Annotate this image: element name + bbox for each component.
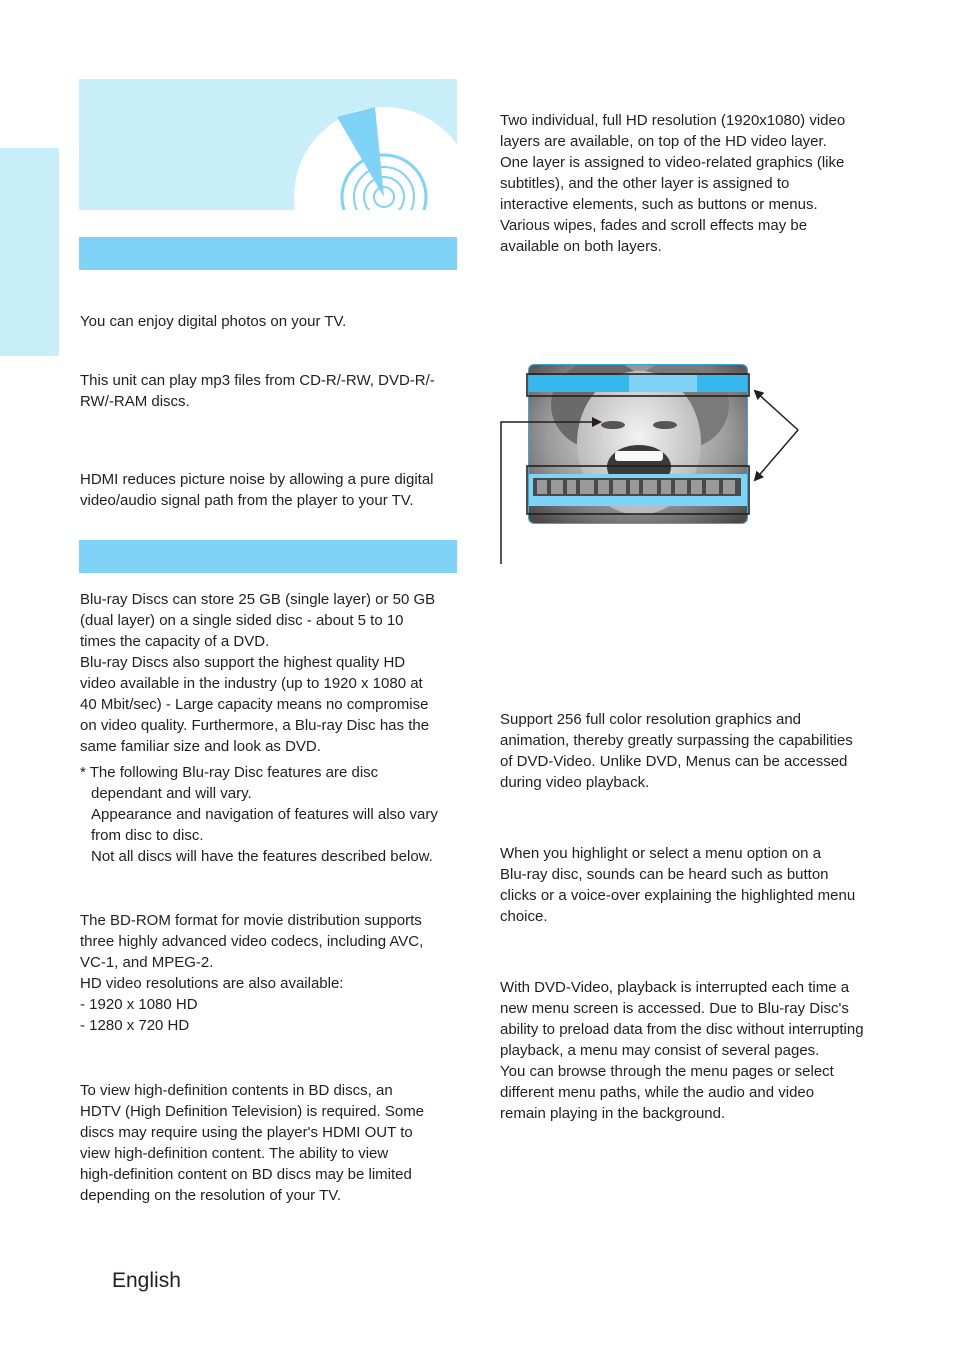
- note-line: dependant and will vary.: [91, 785, 252, 802]
- section-header-bar-bd-features: [79, 540, 457, 573]
- multi-page-menus-paragraph: With DVD-Video, playback is interrupted each time a new menu screen is accessed. Due to Blu-ray Disc's ability to preload data from the disc without interrupting playback, a menu may consist of several pages. You can browse through the menu pages or select different menu paths, while the audio and video remain playing in the background.: [500, 979, 864, 1122]
- layer-callout-lines: [500, 360, 810, 570]
- hdtv-paragraph: To view high-definition contents in BD discs, an HDTV (High Definition Television) is required. Some discs may require using the player's HDMI OUT to view high-definition content. The ability to view high-definition content on BD discs may be limited depending on the resolution of your TV.: [80, 1082, 425, 1204]
- note-line: from disc to disc.: [91, 827, 204, 844]
- note-line: * The following Blu-ray Disc features are disc: [80, 764, 379, 781]
- video-codecs-paragraph: The BD-ROM format for movie distribution supports three highly advanced video codecs, including AVC, VC-1, and MPEG-2. HD video resolutions are also available: - 1920 x 1080 HD - 1280 x 720 HD: [80, 912, 424, 1034]
- note-line: Not all discs will have the features described below.: [91, 848, 433, 865]
- chapter-side-tab: [0, 148, 59, 356]
- graphics-paragraph: Support 256 full color resolution graphics and animation, thereby greatly surpassing the capabilities of DVD-Video. Unlike DVD, Menus can be accessed during video playback.: [500, 711, 853, 791]
- disc-dependent-note: [80, 762, 464, 867]
- header-graphic: [79, 79, 457, 210]
- menu-sounds-paragraph: When you highlight or select a menu option on a Blu-ray disc, sounds can be heard such as button clicks or a voice-over explaining the highlighted menu choice.: [500, 845, 856, 925]
- video-layers-paragraph: Two individual, full HD resolution (1920x1080) video layers are available, on top of the HD video layer. One layer is assigned to video-related graphics (like subtitles), and the other layer is assigned to interactive elements, such as buttons or menus. Various wipes, fades and scroll effects may be available on both layers.: [500, 112, 846, 255]
- note-line: Appearance and navigation of features will also vary: [91, 806, 438, 823]
- footer-language-label: English: [112, 1269, 181, 1292]
- disc-icon: [79, 79, 457, 210]
- section-header-bar-features: [79, 237, 457, 270]
- hdmi-paragraph: HDMI reduces picture noise by allowing a pure digital video/audio signal path from the player to your TV.: [80, 471, 434, 509]
- disc-capacity-paragraph: Blu-ray Discs can store 25 GB (single layer) or 50 GB (dual layer) on a single sided disc - about 5 to 10 times the capacity of a DVD. Blu-ray Discs also support the highest quality HD video available in the industry (up to 1920 x 1080 at 40 Mbit/sec) - Large capacity means no compromise on video quality. Furthermore, a Blu-ray Disc has the same familiar size and look as DVD.: [80, 591, 436, 755]
- photo-playback-paragraph: You can enjoy digital photos on your TV.: [80, 313, 347, 330]
- mp3-playback-paragraph: This unit can play mp3 files from CD-R/-RW, DVD-R/- RW/-RAM discs.: [80, 372, 435, 410]
